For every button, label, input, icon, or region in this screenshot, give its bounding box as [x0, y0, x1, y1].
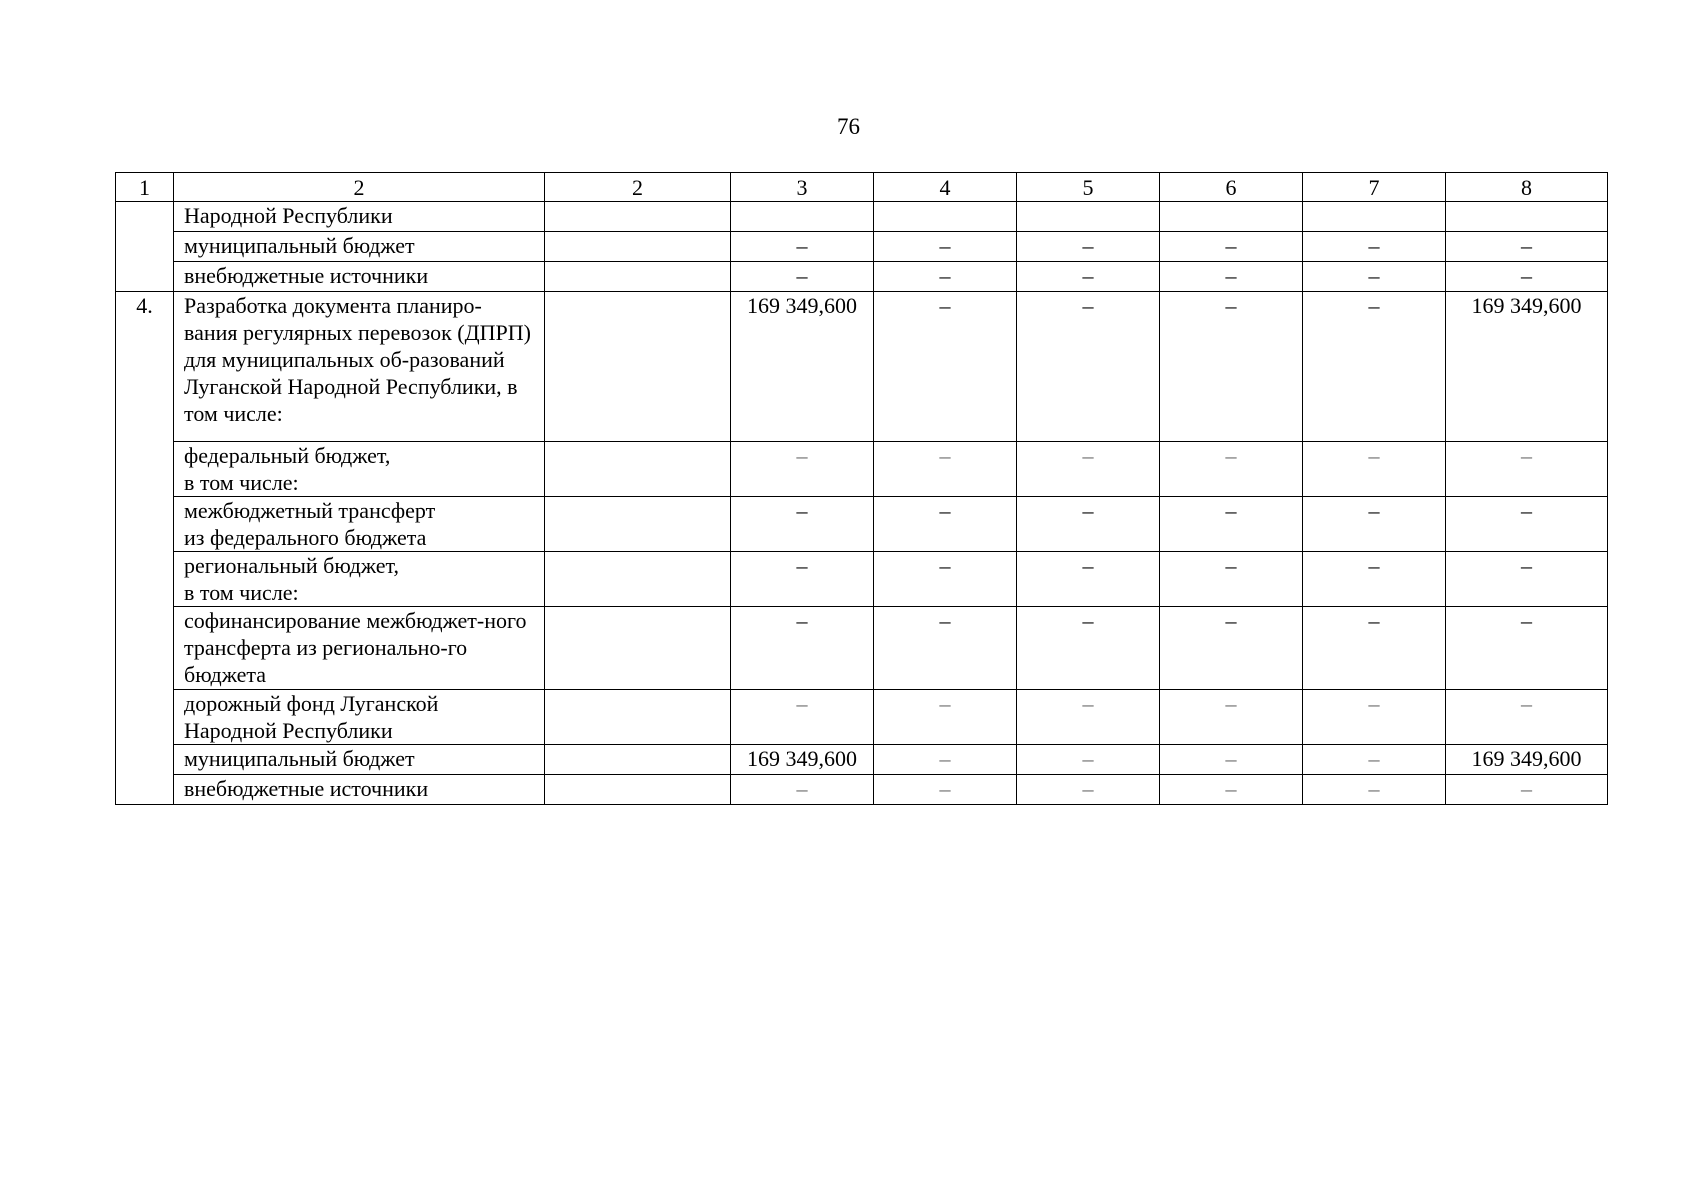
column-header: 6 [1160, 173, 1303, 202]
value-cell: – [1303, 292, 1446, 442]
value-cell [1446, 202, 1608, 232]
column-header: 1 [116, 173, 174, 202]
row-label: внебюджетные источники [174, 775, 545, 805]
value-cell [1303, 202, 1446, 232]
value-cell: – [731, 690, 874, 745]
value-cell: – [1160, 232, 1303, 262]
value-cell: – [1160, 690, 1303, 745]
value-cell: – [1303, 262, 1446, 292]
value-cell: – [874, 232, 1017, 262]
value-cell: – [1446, 552, 1608, 607]
table-row [116, 607, 1608, 690]
row-label: софинансирование межбюджет-ного трансферта из регионально-го бюджета [174, 607, 545, 690]
column-header: 3 [731, 173, 874, 202]
value-cell [1160, 202, 1303, 232]
value-cell: – [874, 745, 1017, 775]
value-cell: – [874, 497, 1017, 552]
empty-cell [545, 775, 731, 805]
value-cell [1017, 202, 1160, 232]
value-cell: – [1160, 497, 1303, 552]
value-cell: – [1017, 262, 1160, 292]
table-row [116, 497, 1608, 552]
empty-cell [545, 232, 731, 262]
value-cell: – [1017, 607, 1160, 690]
empty-cell [545, 292, 731, 442]
empty-cell [545, 262, 731, 292]
value-cell: – [731, 232, 874, 262]
value-cell: – [1160, 262, 1303, 292]
value-cell: – [1160, 745, 1303, 775]
row-label: межбюджетный трансферт из федерального бюджета [174, 497, 545, 552]
budget-table [115, 172, 1608, 805]
table-row [116, 690, 1608, 745]
empty-cell [545, 745, 731, 775]
value-cell: – [1160, 607, 1303, 690]
value-cell: 169 349,600 [1446, 292, 1608, 442]
value-cell: – [1160, 775, 1303, 805]
item-number-cell [116, 202, 174, 292]
row-label: региональный бюджет, в том числе: [174, 552, 545, 607]
value-cell: – [874, 292, 1017, 442]
row-label: внебюджетные источники [174, 262, 545, 292]
column-header: 8 [1446, 173, 1608, 202]
table-row [116, 775, 1608, 805]
value-cell: – [1446, 262, 1608, 292]
value-cell: – [1303, 745, 1446, 775]
row-label: муниципальный бюджет [174, 745, 545, 775]
item-number-cell: 4. [116, 292, 174, 805]
empty-cell [545, 497, 731, 552]
row-label: Народной Республики [174, 202, 545, 232]
value-cell: – [1160, 442, 1303, 497]
page-number: 76 [837, 114, 860, 139]
table-row [116, 262, 1608, 292]
value-cell: – [1446, 442, 1608, 497]
column-header: 4 [874, 173, 1017, 202]
table-row [116, 745, 1608, 775]
value-cell: – [1303, 552, 1446, 607]
value-cell: – [1446, 497, 1608, 552]
value-cell: – [874, 442, 1017, 497]
value-cell: – [1446, 690, 1608, 745]
value-cell: – [1303, 775, 1446, 805]
value-cell: – [1303, 607, 1446, 690]
empty-cell [545, 552, 731, 607]
table-row [116, 292, 1608, 442]
empty-cell [545, 690, 731, 745]
value-cell: – [731, 497, 874, 552]
value-cell: – [1017, 690, 1160, 745]
value-cell: – [1160, 292, 1303, 442]
value-cell: 169 349,600 [731, 292, 874, 442]
table-row [116, 552, 1608, 607]
row-label: муниципальный бюджет [174, 232, 545, 262]
empty-cell [545, 202, 731, 232]
value-cell: – [731, 607, 874, 690]
value-cell: – [731, 262, 874, 292]
column-header: 2 [174, 173, 545, 202]
value-cell: – [1446, 607, 1608, 690]
value-cell [731, 202, 874, 232]
value-cell: – [874, 690, 1017, 745]
value-cell [874, 202, 1017, 232]
value-cell: – [874, 552, 1017, 607]
value-cell: – [874, 775, 1017, 805]
empty-cell [545, 607, 731, 690]
value-cell: 169 349,600 [1446, 745, 1608, 775]
value-cell: – [1303, 690, 1446, 745]
value-cell: – [731, 552, 874, 607]
value-cell: 169 349,600 [731, 745, 874, 775]
column-header: 5 [1017, 173, 1160, 202]
table-row [116, 232, 1608, 262]
table-row [116, 442, 1608, 497]
table-row [116, 202, 1608, 232]
value-cell: – [1303, 497, 1446, 552]
value-cell: – [731, 442, 874, 497]
value-cell: – [731, 775, 874, 805]
value-cell: – [1017, 232, 1160, 262]
value-cell: – [1017, 552, 1160, 607]
value-cell: – [874, 607, 1017, 690]
value-cell: – [1446, 775, 1608, 805]
value-cell: – [1017, 745, 1160, 775]
value-cell: – [1017, 442, 1160, 497]
column-number-row [116, 173, 1608, 202]
value-cell: – [1017, 292, 1160, 442]
value-cell: – [1160, 552, 1303, 607]
column-header: 7 [1303, 173, 1446, 202]
column-header: 2 [545, 173, 731, 202]
value-cell: – [1017, 775, 1160, 805]
value-cell: – [874, 262, 1017, 292]
value-cell: – [1303, 232, 1446, 262]
value-cell: – [1017, 497, 1160, 552]
empty-cell [545, 442, 731, 497]
value-cell: – [1303, 442, 1446, 497]
row-label: дорожный фонд Луганской Народной Республики [174, 690, 545, 745]
row-label: федеральный бюджет, в том числе: [174, 442, 545, 497]
row-label: Разработка документа планиро-вания регулярных перевозок (ДПРП) для муниципальных об-разований Луганской Народной Республики, в том числе: [174, 292, 545, 442]
value-cell: – [1446, 232, 1608, 262]
